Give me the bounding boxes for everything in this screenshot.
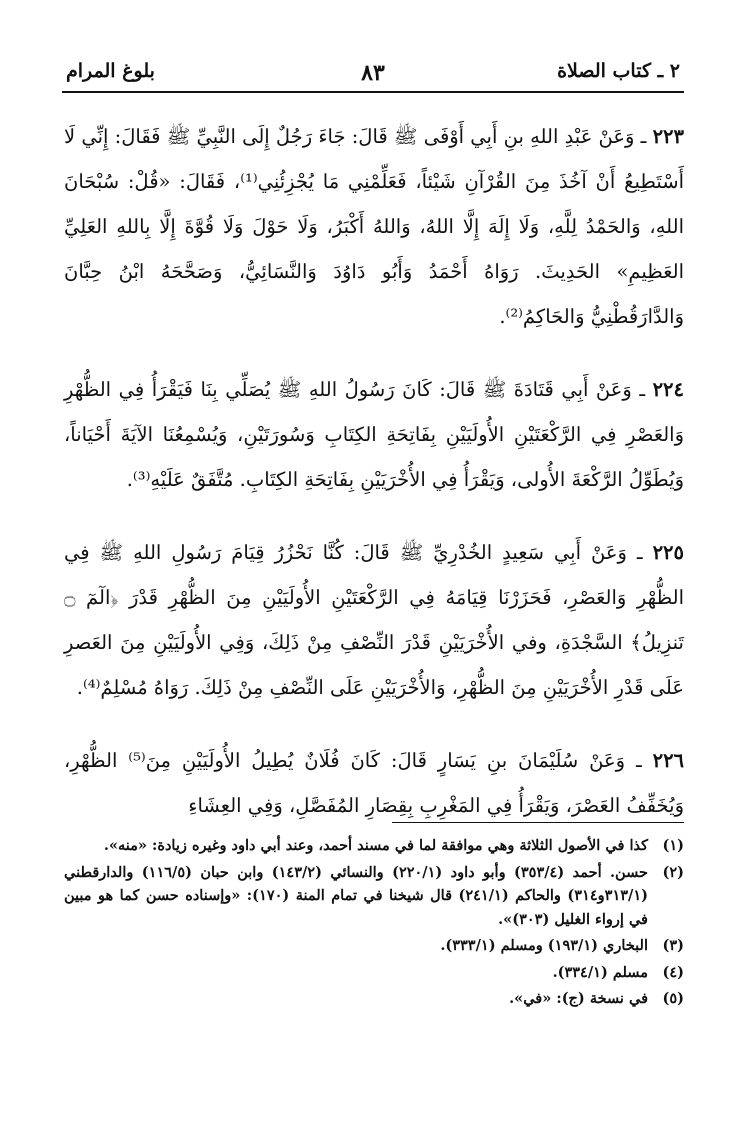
footnote-label: (١) <box>662 837 684 854</box>
footnote-label: (٤) <box>662 963 684 981</box>
hadith-number: ٢٢٦ <box>652 749 685 772</box>
hadith-number: ٢٢٥ <box>652 541 684 564</box>
footnotes <box>64 834 684 1014</box>
chapter-title: ٢ ـ كتاب الصلاة <box>557 60 680 82</box>
page-header <box>62 56 684 90</box>
book-title: بلوغ المرام <box>66 60 155 82</box>
hadith-text: ـ وَعَنْ أَبِي قَتَادَةَ ﷺ قَالَ: كَانَ رَسُولُ اللهِ ﷺ يُصَلِّي بِنَا فَيَقْرَأُ فِي الظُّهْرِ وَالعَصْرِ فِي الرَّكْعَتَيْنِ الأُولَيَيْنِ بِفَاتِحَةِ الكِتَابِ وَسُورَتَيْنِ، وَيُسْمِعُنَا الآيَةَ أَحْيَاناً، وَيُطَوِّلُ الرَّكْعَةَ الأُولى، وَيَقْرَأُ فِي الأُخْرَيَيْنِ بِفَاتِحَةِ الكِتَابِ. مُتَّفَقٌ عَلَيْهِ⁽³⁾. <box>64 378 684 491</box>
footnote-5 <box>64 987 684 1011</box>
page-number: ٨٣ <box>361 60 385 86</box>
footnote-1 <box>64 834 684 858</box>
hadith-number: ٢٢٤ <box>652 378 684 401</box>
footnote-2 <box>64 861 684 932</box>
footnote-text: البخاري (١٩٣/١) ومسلم (٣٣٣/١). <box>440 937 648 954</box>
footnote-4 <box>64 961 684 985</box>
footnote-label: (٢) <box>662 863 684 881</box>
hadith-224 <box>64 367 684 502</box>
main-text <box>64 114 684 856</box>
hadith-226 <box>64 738 684 828</box>
hadith-223 <box>64 114 684 339</box>
hadith-text: ـ وَعَنْ أَبِي سَعِيدٍ الخُدْرِيِّ ﷺ قَالَ: كُنَّا نَحْزُرُ قِيَامَ رَسُولِ اللهِ ﷺ فِي الظُّهْرِ وَالعَصْرِ، فَحَزَرْنَا قِيَامَهُ فِي الرَّكْعَتَيْنِ الأُولَيَيْنِ مِنَ الظُّهْرِ قَدْرَ ﴿الٓمٓ ۝ تَنزِيلُ﴾ السَّجْدَةِ، وفي الأُخْرَيَيْنِ قَدْرَ النِّصْفِ مِنْ ذَلِكَ، وَفِي الأُولَيَيْنِ مِنَ العَصرِ عَلَى قَدْرِ الأُخْرَيَيْنِ مِنَ الظُّهْرِ، وَالأُخْرَيَيْنِ عَلَى النِّصْفِ مِنْ ذَلِكَ. رَوَاهُ مُسْلِمٌ⁽⁴⁾. <box>64 541 684 699</box>
hadith-number: ٢٢٣ <box>652 125 684 148</box>
footnote-label: (٥) <box>662 990 684 1007</box>
footnote-text: مسلم (٣٣٤/١). <box>552 963 648 981</box>
header-divider <box>62 91 684 93</box>
footnote-text: في نسخة (ج): «في». <box>509 990 648 1007</box>
footnote-text: كذا في الأصول الثلاثة وهي موافقة لما في مسند أحمد، وعند أبي داود وغيره زيادة: «منه». <box>103 837 648 854</box>
hadith-225 <box>64 530 684 710</box>
footnote-text: حسن. أحمد (٣٥٣/٤) وأبو داود (٢٢٠/١) والنسائي (١٤٣/٢) وابن حبان (١١٦/٥) والدارقطني (٣١٣/١و٣١٤) والحاكم (٢٤١/١) قال شيخنا في تمام المنة (١٧٠): «وإسناده حسن كما هو مبين في إرواء الغليل (٣٠٣)». <box>64 863 648 928</box>
hadith-text: ـ وَعَنْ سُلَيْمَانَ بنِ يَسَارٍ قَالَ: كَانَ فُلَانٌ يُطِيلُ الأُولَيَيْنِ مِنَ⁽⁵⁾ الظُّهْرِ، وَيُخَفِّفُ العَصْرَ، وَيَقْرَأُ فِي المَغْرِبِ بِقِصَارِ المُفَصَّلِ، وَفِي العِشَاءِ <box>64 749 684 817</box>
footnote-divider <box>392 822 684 823</box>
hadith-text: ـ وَعَنْ عَبْدِ اللهِ بنِ أَبِي أَوْفَى ﷺ قَالَ: جَاءَ رَجُلٌ إِلَى النَّبِيِّ ﷺ فَقَالَ: إِنِّي لَا أَسْتَطِيعُ أَنْ آخُذَ مِنَ القُرْآنِ شَيْئاً، فَعَلِّمْنِي مَا يُجْزِئُنِي⁽¹⁾، فَقَالَ: «قُلْ: سُبْحَانَ اللهِ، وَالحَمْدُ لِلَّهِ، وَلَا إِلَهَ إِلَّا اللهُ، وَاللهُ أَكْبَرُ، وَلَا حَوْلَ وَلَا قُوَّةَ إِلَّا بِاللهِ العَلِيِّ العَظِيمِ» الحَدِيثَ. رَوَاهُ أَحْمَدُ وَأَبُو دَاوُدَ وَالنَّسَائِيُّ، وَصَحَّحَهُ ابْنُ حِبَّانَ وَالدَّارَقُطْنِيُّ وَالحَاكِمُ⁽²⁾. <box>64 125 684 328</box>
footnote-label: (٣) <box>662 937 684 954</box>
footnote-3 <box>64 934 684 958</box>
